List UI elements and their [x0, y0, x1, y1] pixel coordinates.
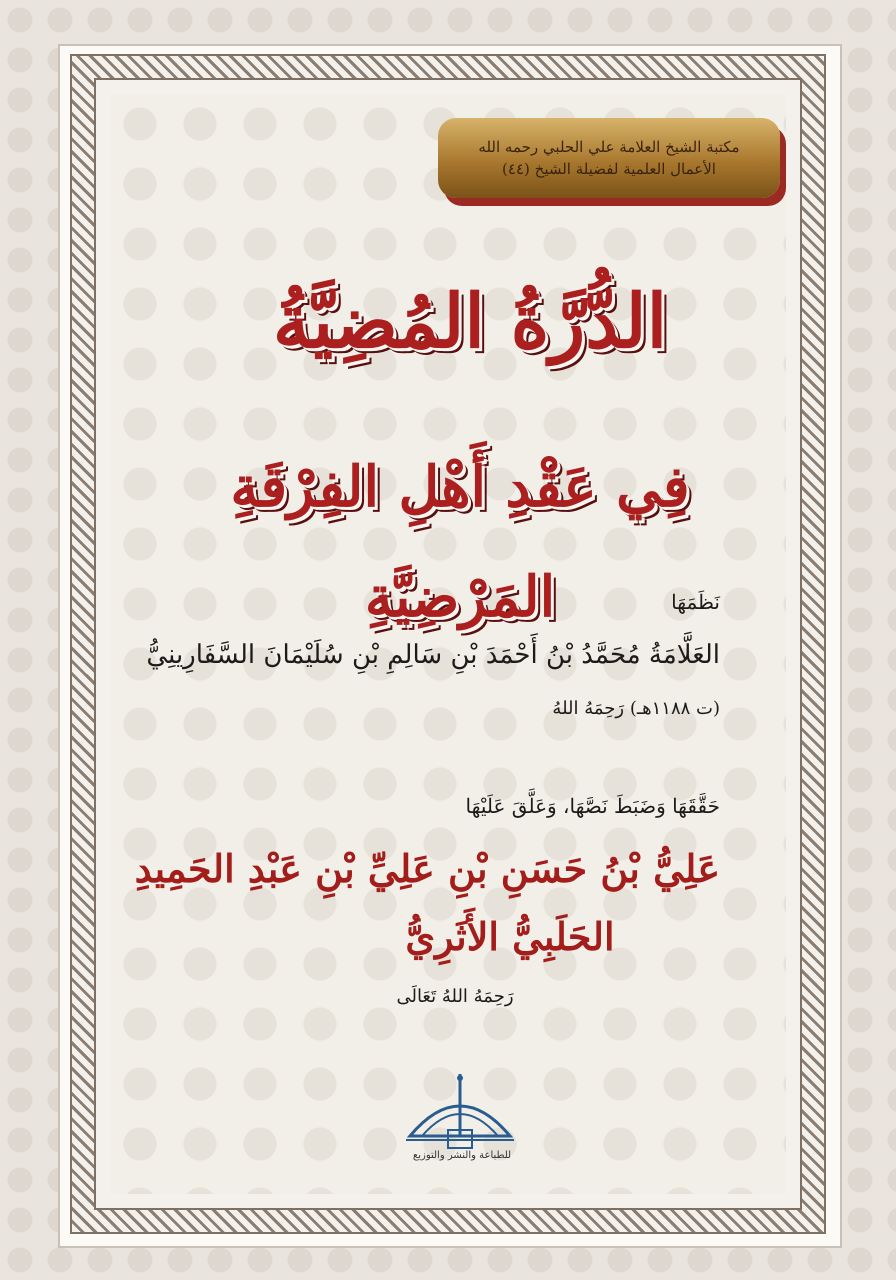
series-badge — [438, 118, 780, 198]
series-badge-line-2: الأعمال العلمية لفضيلة الشيخ (٤٤) — [502, 160, 716, 178]
versifier-name: العَلَّامَةُ مُحَمَّدُ بْنُ أَحْمَدَ بْنِ سَالِمِ بْنِ سُلَيْمَانَ السَّفَارِينِيُّ — [146, 640, 720, 670]
edited-by-label: حَقَّقَهَا وَضَبَطَ نَصَّهَا، وَعَلَّقَ عَلَيْهَا — [465, 794, 720, 818]
book-subtitle: فِي عَقْدِ أَهْلِ الفِرْقَةِ المَرْضِيَّةِ — [230, 454, 690, 630]
publisher-caption: للطباعة والنشر والتوزيع — [412, 1150, 512, 1161]
editor-name-line-1: عَلِيُّ بْنُ حَسَنِ بْنِ عَلِيِّ بْنِ عَبْدِ الحَمِيدِ — [134, 846, 720, 891]
book-title: الدُّرَّةُ المُضِيَّةُ — [272, 279, 668, 365]
series-badge-line-1: مكتبة الشيخ العلامة علي الحلبي رحمه الله — [478, 138, 740, 156]
editor-name-line-2: الحَلَبِيُّ الأَثَرِيُّ — [405, 914, 615, 959]
editor-prayer: رَحِمَهُ اللهُ تَعَالَى — [396, 986, 514, 1007]
versified-by-label: نَظَمَهَا — [671, 590, 720, 614]
versifier-death-note: (ت ١١٨٨هـ) رَحِمَهُ اللهُ — [552, 698, 720, 719]
